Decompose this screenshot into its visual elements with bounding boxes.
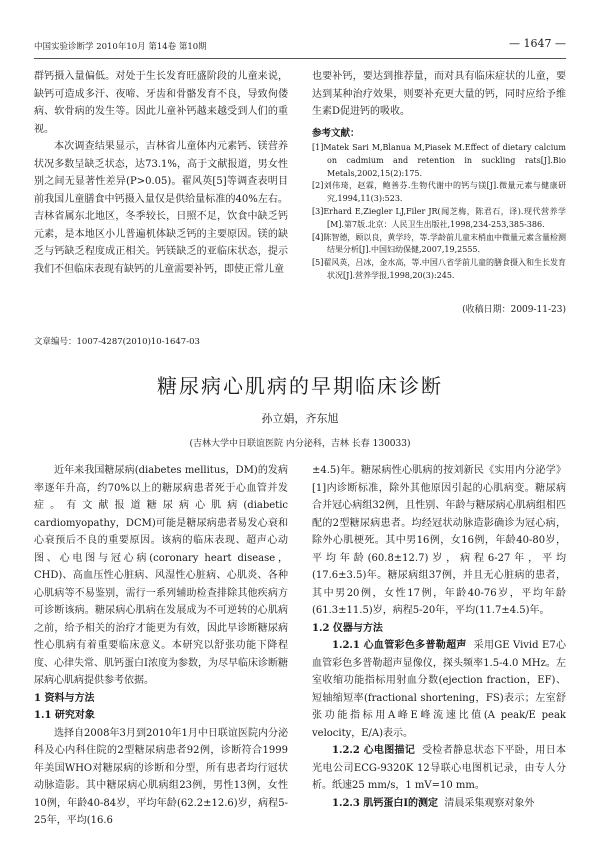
prev-paragraph-2: 本次调查结果显示，吉林省儿童体内元素钙、镁营养状况多数呈缺乏状态，达73.1%，高于文献报道，男女性别之间无显著性差异(P>0.05)。翟风英[5]等调查表明目前我国儿童膳食中钙摄入量仅是供给量标准的40%左右。吉林省属东北地区，冬季较长，日照不足，饮食中缺乏钙元素，是本地区小儿普遍机体缺乏钙的主要原因。镁的缺乏与钙缺乏程度成正相关。钙镁缺乏的亚临床状态，提示我们不但临床表现有缺钙的儿童需要补钙，即使正常儿童 (34, 141, 288, 275)
header-rule (34, 58, 566, 59)
method-body-echo: 采用GE Vivid E7心血管彩色多普勒超声显像仪，探头频率1.5-4.0 MHz。左室收缩功能指标用射血分数(ejection fraction，EF)、短轴缩短率(fractional shortening，FS)表示；左室舒张功能指标用A峰E峰流速比值(A peak/E peak velocity，E/A)表示。 (312, 640, 566, 739)
method-heading-troponin: 1.2.3 肌钙蛋白I的测定 (332, 797, 438, 809)
page-number: — 1647 — (509, 37, 566, 50)
prev-article-left-column (34, 68, 288, 278)
intro-paragraph: 近年来我国糖尿病(diabetes mellitus，DM)的发病率逐年升高，约70%以上的糖尿病患者死于心血管并发症。有文献报道糖尿病心肌病(diabetic cardiomyopathy，DCM)可能是糖尿病患者易发心衰和心衰预后不良的重要原因。该病的临床表现、超声心动图、心电图与冠心病(coronary heart disease，CHD)、高血压性心脏病、风湿性心脏病、心肌炎、各种心肌病等不易鉴别，需行一系列辅助检查排除其他疾病方可诊断该病。糖尿病心肌病在发展成为不可逆转的心肌病之前，给予相关的治疗才能更为有效，因此早诊断糖尿病性心肌病有着重要临床意义。本研究以舒张功能下降程度、心律失常、肌钙蛋白I浓度为参数，为尽早临床诊断糖尿病心肌病提供参考依据。 (34, 465, 288, 686)
prev-paragraph-1: 群钙摄入量偏低。对处于生长发育旺盛阶段的儿童来说，缺钙可造成多汗、夜啼、牙齿和骨骼发育不良，导致佝偻病、软骨病的发生等。因此儿童补钙越来越受到人们的重视。 (34, 71, 288, 135)
journal-citation: 中国实验诊断学 2010年10月 第14卷 第10期 (34, 42, 207, 52)
article-title: 糖尿病心肌病的早期临床诊断 (157, 374, 443, 398)
study-subjects-paragraph: 选择自2008年3月到2010年1月中日联谊医院内分泌科及心内科住院的2型糖尿病患者92例，诊断符合1999年美国WHO对糖尿病的诊断和分型，所有患者均行冠状动脉造影。其中糖尿病心肌病组23例，男性13例，女性10例，年龄40-84岁，平均年龄(62.2±12.6)岁，病程5-25年，平均(16.6 (34, 727, 288, 826)
method-body-troponin: 清晨采集观察对象外 (444, 797, 535, 809)
method-paragraph-echo (312, 637, 566, 742)
method-paragraph-ecg (312, 742, 566, 795)
reference-item: [1]Matek Sari M,Blanua M,Piasek M.Effect of dietary calcium on cadmium and retention in suckling rats[J].Bio Metals,2002,15(2):175. (312, 143, 566, 178)
received-date: (收稿日期：2009-11-23) (462, 305, 566, 315)
article-affiliation: (吉林大学中日联谊医院 内分泌科，吉林 长春 130033) (189, 439, 411, 449)
subsection-heading: 1.2 仪器与方法 (312, 622, 383, 634)
prev-paragraph-3: 也要补钙，要达到推荐量，而对具有临床症状的儿童，要达到某种治疗效果，则要补充更大量的钙，同时应给予维生素D促进钙的吸收。 (312, 71, 566, 117)
reference-item: [5]翟风英，吕冰，金水高，等.中国八省学前儿童的膳食摄入和生长发育状况[J].营养学报,1998,20(3):245. (312, 258, 566, 280)
article-right-column (312, 462, 566, 812)
subjects-continued-paragraph: ±4.5)年。糖尿病性心肌病的按刘新民《实用内分泌学》[1]内诊断标准，除外其他原因引起的心肌病变。糖尿病合并冠心病组32例，且性别、年龄与糖尿病心肌病组相匹配的2型糖尿病患者。均经冠状动脉造影确诊为冠心病，除外心肌梗死。其中男16例，女16例，年龄40-80岁，平均年龄(60.8±12.7)岁，病程6-27年，平均(17.6±3.5)年。糖尿病组37例，并且无心脏病的患者，其中男20例，女性17例，年龄40-76岁，平均年龄(61.3±11.5)岁，病程5-20年，平均(11.7±4.5)年。 (312, 465, 566, 616)
method-paragraph-troponin (312, 795, 566, 813)
article-authors: 孙立娟，齐东旭 (261, 412, 339, 425)
section-heading: 1 资料与方法 (34, 692, 95, 704)
running-header (34, 37, 566, 54)
references-heading: 参考文献： (312, 127, 360, 139)
method-heading-ecg: 1.2.2 心电图描记 (332, 745, 416, 756)
prev-article-right-column (312, 68, 566, 283)
method-heading-echo: 1.2.1 心血管彩色多普勒超声 (332, 640, 467, 651)
subsection-heading: 1.1 研究对象 (34, 710, 95, 721)
reference-item: [2]刘伟琦，赵霖，鲍善芬.生物代谢中的钙与镁[J].微量元素与健康研究,1994,11(3):523. (312, 181, 566, 204)
reference-item: [4]陈智德，顾以良，黄学玲，等.学龄前儿童末梢血中微量元素含量检测结果分析[J].中国妇幼保健,2007,19,2555. (312, 232, 566, 255)
article-left-column (34, 462, 288, 830)
method-body-ecg: 受检者静息状态下平卧，用日本光电公司ECG-9320K 12导联心电图机记录，由专人分析。纸速25 mm/s，1 mV=10 mm。 (312, 745, 567, 791)
reference-item: [3]Erhard E,Ziegler LJ,Filer JR(闻芝梅，陈君石，译).现代营养学[M].第7版.北京：人民卫生出版社,1998,234-253,385-386. (312, 206, 566, 229)
article-number: 文章编号：1007-4287(2010)10-1647-03 (34, 337, 200, 347)
